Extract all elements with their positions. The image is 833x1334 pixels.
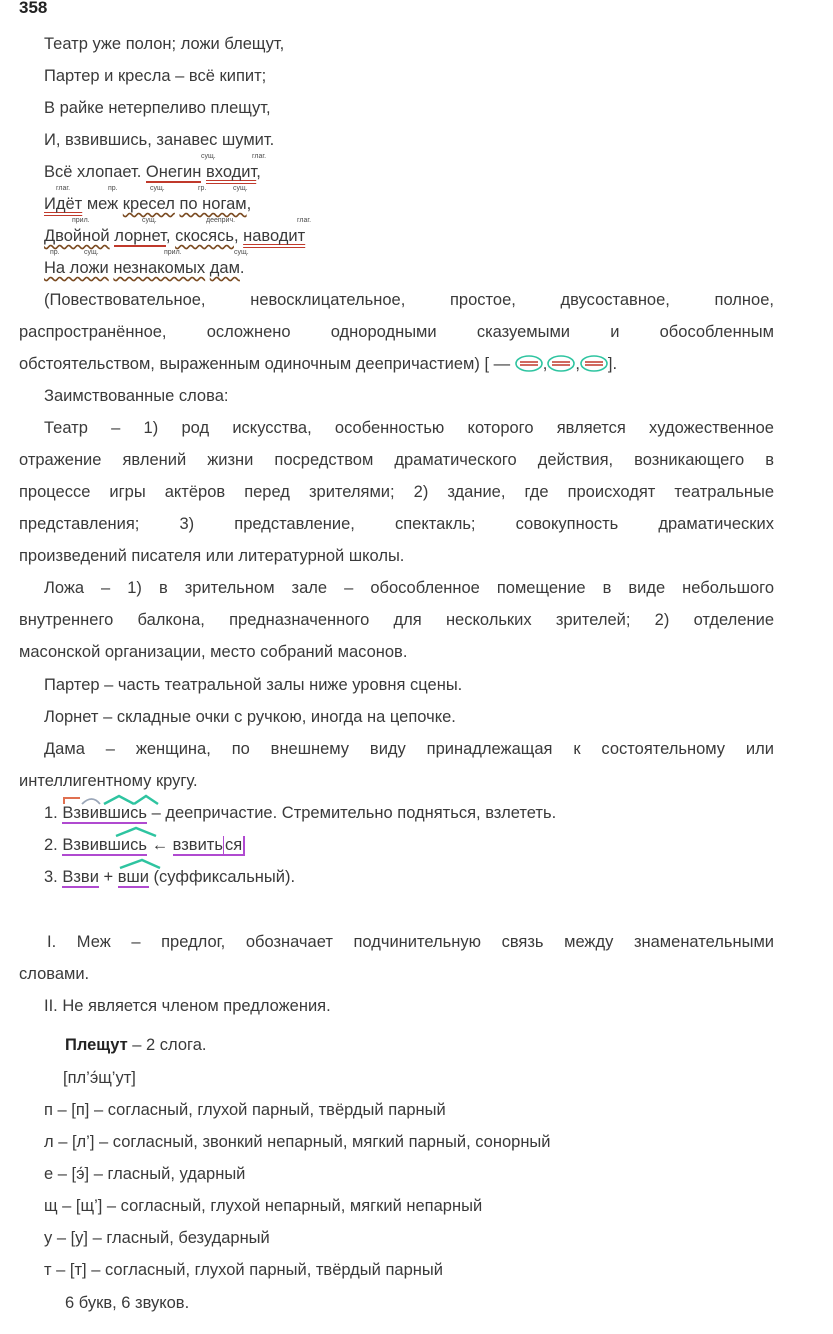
text: , bbox=[233, 227, 244, 245]
phonetic-total: 6 букв, 6 звуков. bbox=[65, 1294, 190, 1312]
annotation-gr: гр. bbox=[198, 185, 207, 192]
lornet-line: Лорнет – складные очки с ручкою, иногда на цепочке. bbox=[44, 708, 456, 726]
exercise-number: 358 bbox=[19, 0, 48, 17]
phonetic-u: у – [у] – гласный, безударный bbox=[44, 1229, 270, 1247]
object-word: дам bbox=[209, 259, 240, 277]
lozha-line-2: внутреннего балкона, предназначенного для нескольких зрителей; 2) отделение bbox=[19, 611, 774, 629]
annotation-pr: пр. bbox=[108, 185, 118, 192]
poem-line-8 bbox=[44, 258, 245, 278]
annotation-glag: глаг. bbox=[56, 185, 71, 192]
morph-line-1 bbox=[44, 803, 556, 823]
annotation-pr: пр. bbox=[50, 249, 60, 256]
teatr-line-3: процессе игры актёров перед зрителями; 2) здание, где происходят театральные bbox=[19, 483, 774, 501]
annotation-sush: сущ. bbox=[233, 185, 248, 192]
attribute-word: Двойной bbox=[44, 227, 110, 245]
borrowed-title: Заимствованные слова: bbox=[44, 387, 229, 405]
lozha-line-1: Ложа – 1) в зрительном зале – обособленное помещение в виде небольшого bbox=[44, 579, 774, 597]
morph-suffix: вши bbox=[117, 868, 149, 886]
poem-line-2: Партер и кресла – всё кипит; bbox=[44, 67, 267, 85]
predicate-word: входит bbox=[205, 163, 257, 181]
text: – деепричастие. Стремительно подняться, взлететь. bbox=[146, 804, 557, 822]
subject-word: Онегин bbox=[145, 163, 202, 181]
poem-line-6 bbox=[44, 194, 251, 214]
predicate-oval-icon bbox=[515, 355, 543, 372]
text: , bbox=[575, 355, 580, 373]
mezh-line-1: I. Меж – предлог, обозначает подчинительную связь между знаменательными bbox=[47, 933, 774, 951]
text: . bbox=[239, 259, 245, 277]
text: , bbox=[246, 195, 252, 213]
parter-line: Партер – часть театральной залы ниже уровня сцены. bbox=[44, 676, 463, 694]
attribute-word: незнакомых bbox=[113, 259, 206, 277]
text: , bbox=[542, 355, 548, 373]
text: – 2 слога. bbox=[127, 1036, 207, 1054]
morph-word: Взви bbox=[62, 868, 99, 886]
text: меж bbox=[86, 195, 119, 213]
predicate-oval-icon bbox=[547, 355, 575, 372]
annotation-sush: сущ. bbox=[84, 249, 99, 256]
annotation-sush: сущ. bbox=[234, 249, 249, 256]
phonetic-e: е – [э́] – гласный, ударный bbox=[44, 1165, 246, 1183]
analysis-line-3 bbox=[19, 354, 617, 374]
annotation-deeprich: дееприч. bbox=[206, 217, 236, 224]
text: Всё хлопает. bbox=[44, 163, 146, 181]
dama-line-1: Дама – женщина, по внешнему виду принадлежащая к состоятельному или bbox=[44, 740, 774, 758]
teatr-line-2: отражение явлений жизни посредством драматического действия, возникающего в bbox=[19, 451, 774, 469]
poem-line-4: И, взвившись, занавес шумит. bbox=[44, 131, 275, 149]
morph-word: Взвившись bbox=[62, 804, 147, 822]
text: 1. bbox=[44, 804, 63, 822]
morph-line-3 bbox=[44, 867, 295, 887]
predicate-oval-icon bbox=[580, 355, 608, 372]
mezh-line-2: словами. bbox=[19, 965, 90, 983]
text: + bbox=[98, 868, 118, 886]
analysis-line-2: распространённое, осложнено однородными сказуемыми и обособленным bbox=[19, 323, 774, 341]
text: 2. bbox=[44, 836, 63, 854]
lozha-line-3: масонской организации, место собраний масонов. bbox=[19, 643, 408, 661]
text: Плещут bbox=[65, 1036, 128, 1054]
adverbial-word: кресел bbox=[122, 195, 175, 213]
poem-line-3: В райке нетерпеливо плещут, bbox=[44, 99, 271, 117]
object-word: лорнет bbox=[114, 227, 166, 245]
text: 3. bbox=[44, 868, 63, 886]
annotation-sush: сущ. bbox=[201, 153, 216, 160]
annotation-glag: глаг. bbox=[297, 217, 312, 224]
analysis-line-1: (Повествовательное, невосклицательное, простое, двусоставное, полное, bbox=[44, 291, 774, 309]
teatr-line-5: произведений писателя или литературной школы. bbox=[19, 547, 405, 565]
teatr-line-1: Театр – 1) род искусства, особенностью которого является художественное bbox=[44, 419, 774, 437]
predicate-word: Идёт bbox=[44, 195, 83, 213]
dama-line-2: интеллигентному кругу. bbox=[19, 772, 198, 790]
annotation-pril: прил. bbox=[164, 249, 182, 256]
predicate-word: наводит bbox=[243, 227, 306, 245]
text: ]. bbox=[607, 355, 618, 373]
text: , bbox=[165, 227, 176, 245]
text: (суффиксальный). bbox=[148, 868, 296, 886]
annotation-pril: прил. bbox=[72, 217, 90, 224]
morph-postfix: ся bbox=[223, 836, 245, 856]
phonetic-sh: щ – [щ’] – согласный, глухой непарный, мягкий непарный bbox=[44, 1197, 483, 1215]
annotation-glag: глаг. bbox=[252, 153, 267, 160]
morph-word: взвить bbox=[172, 836, 223, 854]
adverbial-word: скосясь bbox=[175, 227, 234, 245]
text: ← bbox=[146, 836, 173, 854]
text: обстоятельством, выраженным одиночным деепричастием) [ — bbox=[19, 355, 515, 373]
phonetic-head bbox=[65, 1035, 206, 1055]
phonetic-t: т – [т] – согласный, глухой парный, твёрдый парный bbox=[44, 1261, 443, 1279]
annotation-sush: сущ. bbox=[142, 217, 157, 224]
poem-line-5 bbox=[44, 162, 261, 182]
adverbial-word: по ногам bbox=[179, 195, 247, 213]
teatr-line-4: представления; 3) представление, спектакль; совокупность драматических bbox=[19, 515, 774, 533]
mezh-line-3: II. Не является членом предложения. bbox=[44, 997, 331, 1015]
poem-line-1: Театр уже полон; ложи блещут, bbox=[44, 35, 285, 53]
phonetic-l: л – [л’] – согласный, звонкий непарный, мягкий парный, сонорный bbox=[44, 1133, 551, 1151]
transcription: [пл’э́щ’ут] bbox=[63, 1069, 136, 1087]
morph-line-2 bbox=[44, 835, 245, 855]
text: , bbox=[256, 163, 261, 181]
morph-word: Взвившись bbox=[62, 836, 147, 854]
poem-line-7 bbox=[44, 226, 305, 246]
phonetic-p: п – [п] – согласный, глухой парный, твёрдый парный bbox=[44, 1101, 446, 1119]
adverbial-word: На ложи bbox=[44, 259, 109, 277]
annotation-sush: сущ. bbox=[150, 185, 165, 192]
